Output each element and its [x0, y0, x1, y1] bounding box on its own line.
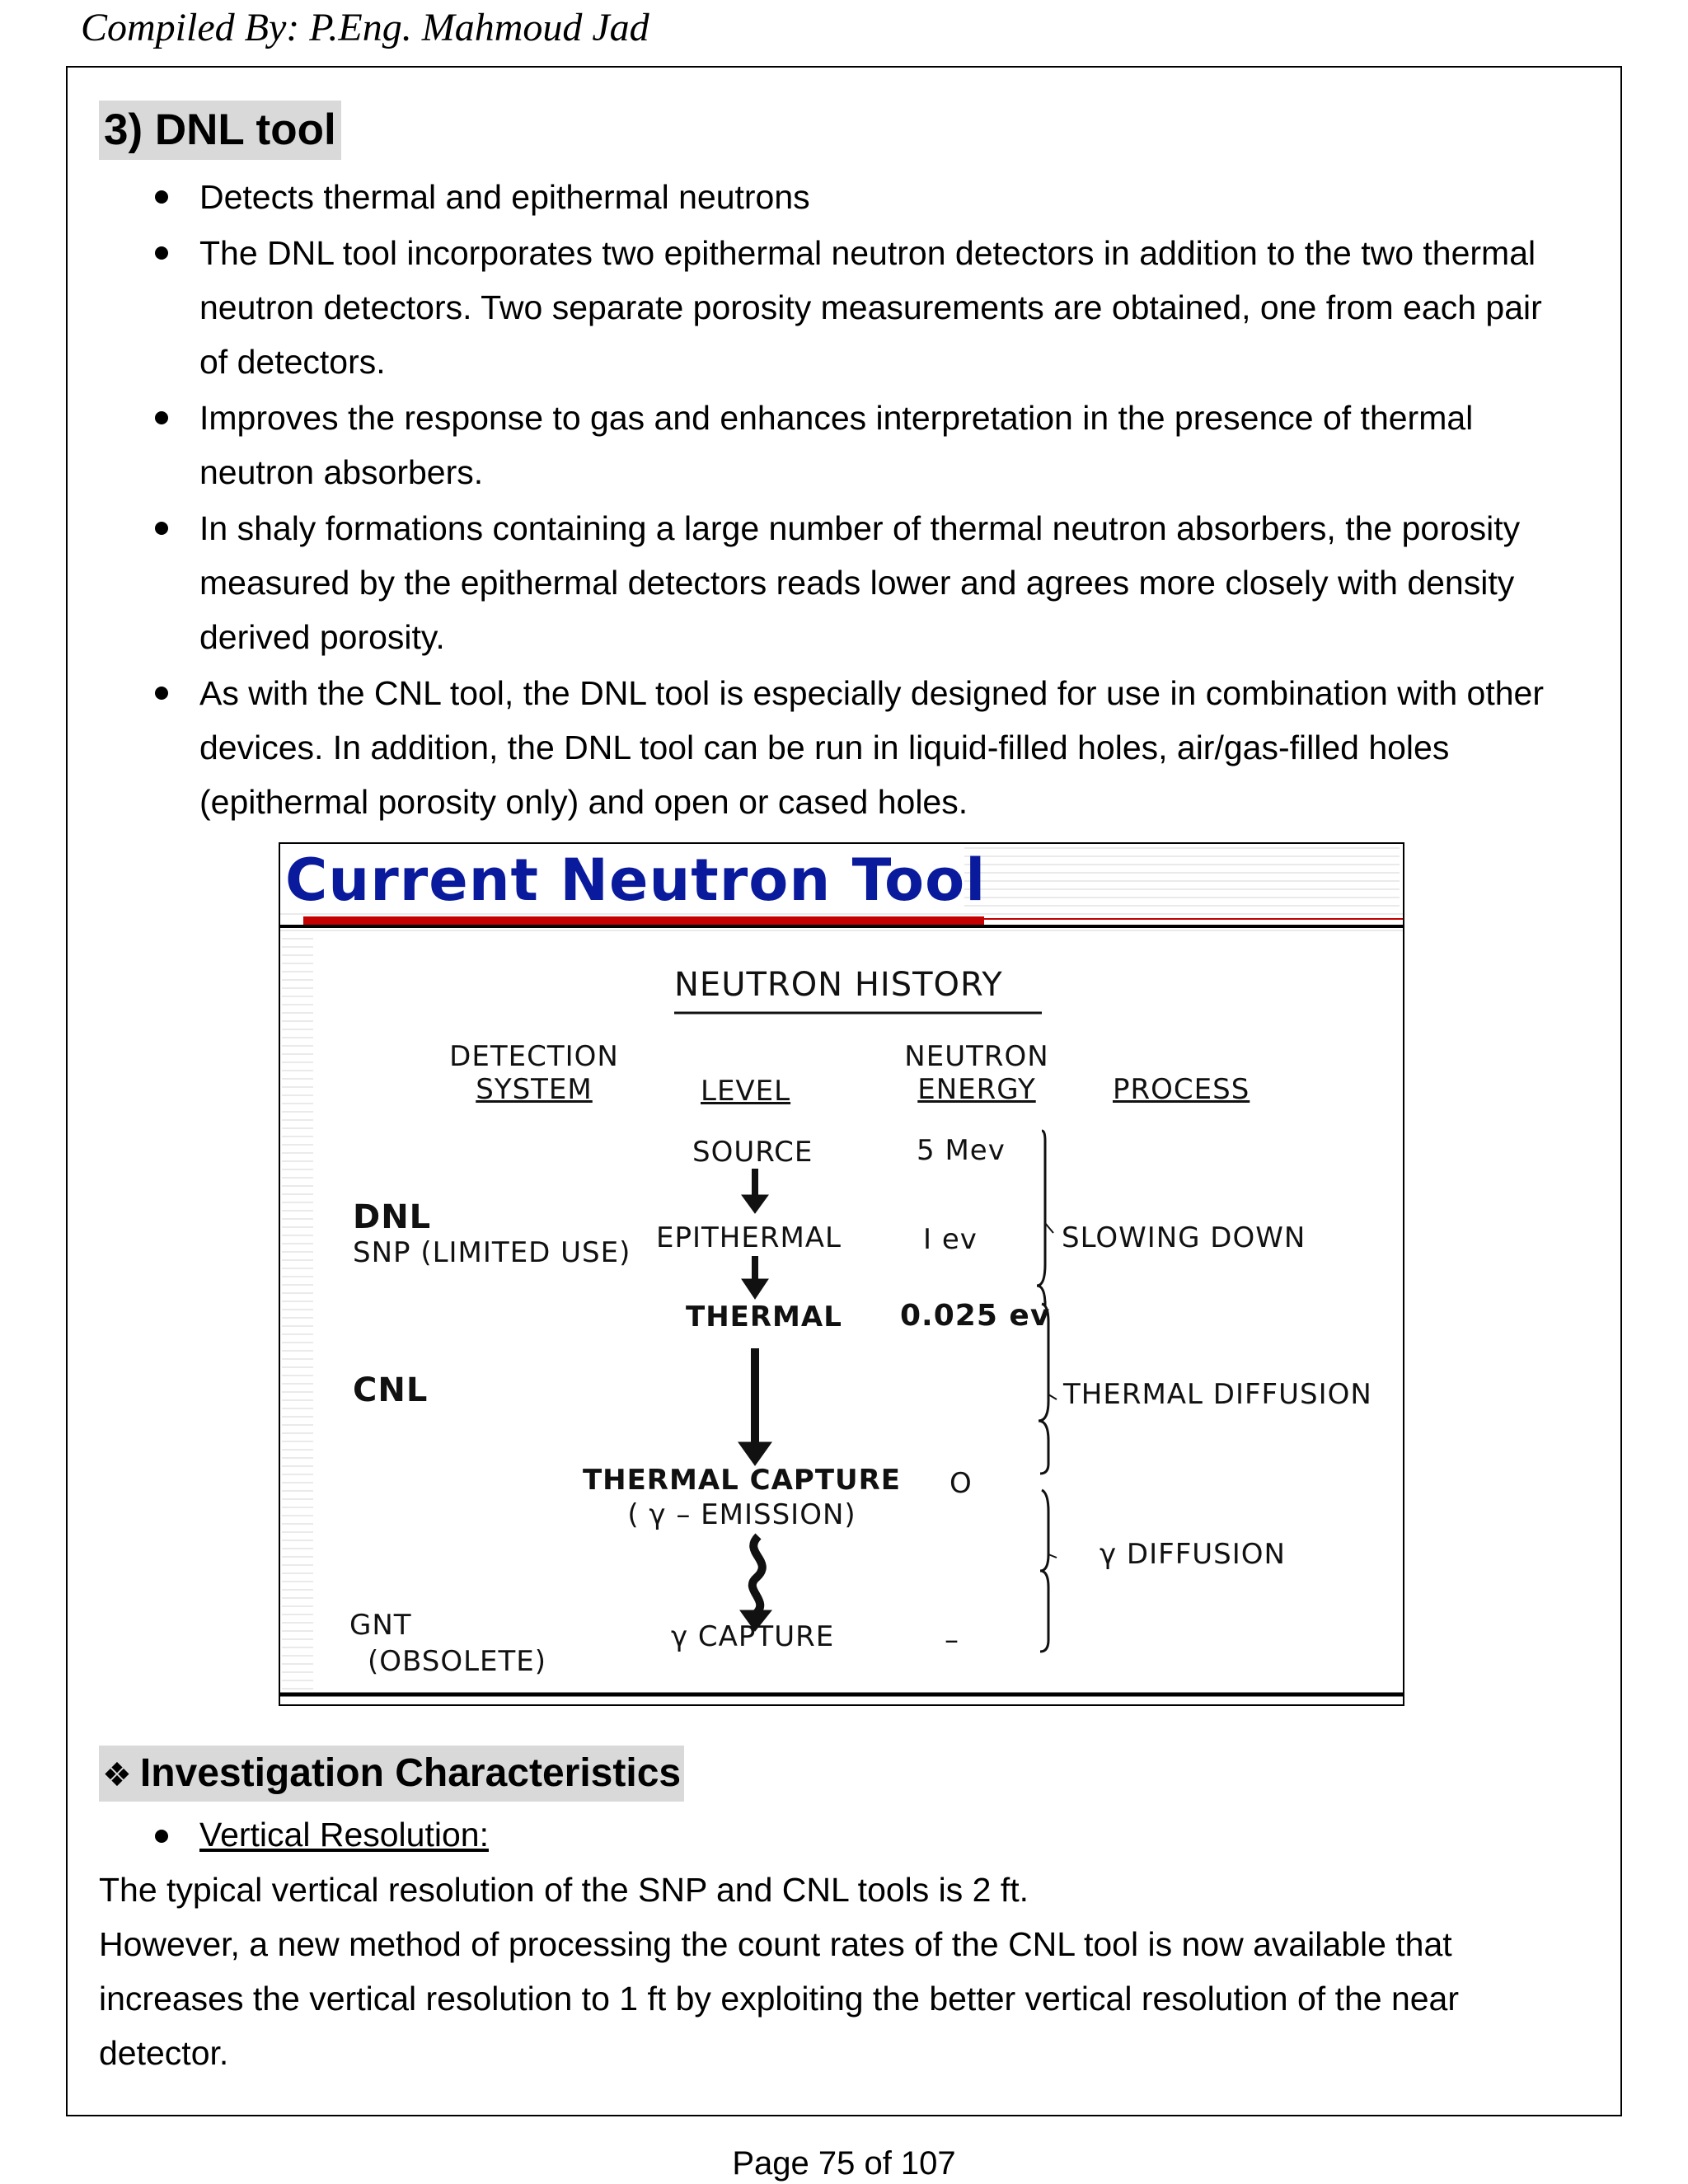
wavy-arrow-gamma	[740, 1536, 771, 1631]
paragraph: However, a new method of processing the count rates of the CNL tool is now available that increases the vertical resolution to 1 ft by exploiting the better vertical resolution of the near detector.	[99, 1925, 1460, 2072]
energy-epithermal: I ev	[923, 1223, 978, 1256]
energy-gamma: –	[945, 1624, 959, 1657]
col-process: PROCESS	[1113, 1073, 1250, 1106]
process-gamma-diffusion: γ DIFFUSION	[1100, 1538, 1286, 1571]
section-heading: 3) DNL tool	[99, 101, 341, 160]
col-detection-line2: SYSTEM	[476, 1073, 593, 1106]
level-capture-line2: ( γ – EMISSION)	[627, 1498, 856, 1531]
level-epithermal: EPITHERMAL	[656, 1221, 842, 1254]
title-texture	[964, 847, 1400, 913]
bullet-item: The DNL tool incorporates two epithermal neutron detectors in addition to the two thermal neutron detectors. Two separate porosity measurements are obtained, one from each pair of detectors.	[150, 226, 1551, 389]
neutron-history-figure	[279, 842, 1404, 1706]
arrow-source-epithermal	[742, 1169, 768, 1213]
energy-capture: O	[950, 1467, 973, 1500]
diamond-bullet-icon: ❖	[102, 1756, 132, 1794]
neutron-history-heading: NEUTRON HISTORY	[674, 966, 1003, 1004]
system-cnl: CNL	[353, 1371, 429, 1409]
brace-tick	[1048, 1554, 1057, 1558]
system-snp: SNP (LIMITED USE)	[353, 1236, 631, 1269]
vertical-resolution-label: Vertical Resolution:	[199, 1816, 489, 1854]
bullet-list	[150, 170, 1551, 831]
bullet-item: In shaly formations containing a large number of thermal neutron absorbers, the porosity measured by the epithermal detectors reads lower and agrees more closely with density derived porosity.	[150, 501, 1551, 664]
brace-gamma-diffusion	[1040, 1490, 1048, 1652]
page-number: Page 75 of 107	[732, 2145, 956, 2182]
energy-thermal: 0.025 ev	[900, 1299, 1051, 1333]
process-thermal-diffusion: THERMAL DIFFUSION	[1063, 1378, 1372, 1411]
col-detection-line1: DETECTION	[449, 1040, 619, 1073]
system-gnt: GNT	[349, 1609, 412, 1642]
level-capture-line1: THERMAL CAPTURE	[582, 1464, 902, 1497]
arrow-epithermal-thermal	[742, 1256, 768, 1299]
paragraph: The typical vertical resolution of the SNP and CNL tools is 2 ft.	[99, 1871, 1029, 1909]
bullet-item: Detects thermal and epithermal neutrons	[150, 170, 1551, 224]
brace-slowing-down	[1037, 1131, 1045, 1305]
compiled-by-header: Compiled By: P.Eng. Mahmoud Jad	[81, 6, 649, 49]
col-energy-line2: ENERGY	[917, 1073, 1036, 1106]
process-slowing-down: SLOWING DOWN	[1062, 1221, 1306, 1254]
energy-source: 5 Mev	[917, 1134, 1006, 1167]
investigation-heading	[99, 1746, 684, 1802]
investigation-title: Investigation Characteristics	[139, 1751, 682, 1795]
bullet-item: As with the CNL tool, the DNL tool is especially designed for use in combination with other devices. In addition, the DNL tool can be run in liquid-filled holes, air/gas-filled holes (epithermal porosity only) and open or cased holes.	[150, 666, 1551, 829]
arrow-thermal-capture	[738, 1348, 771, 1465]
vertical-resolution-bullet	[150, 1810, 489, 1859]
level-thermal: THERMAL	[686, 1301, 842, 1333]
level-gamma-capture: γ CAPTURE	[671, 1620, 835, 1653]
col-level: LEVEL	[701, 1075, 791, 1108]
system-obsolete: (OBSOLETE)	[368, 1645, 547, 1678]
level-source: SOURCE	[692, 1136, 814, 1169]
system-dnl: DNL	[353, 1198, 432, 1236]
left-margin-texture	[282, 938, 313, 1696]
figure-title: Current Neutron Tool	[285, 846, 987, 914]
bullet-item: Improves the response to gas and enhances interpretation in the presence of thermal neutron absorbers.	[150, 391, 1551, 499]
title-texture	[280, 930, 1403, 938]
col-energy-line1: NEUTRON	[904, 1040, 1049, 1073]
